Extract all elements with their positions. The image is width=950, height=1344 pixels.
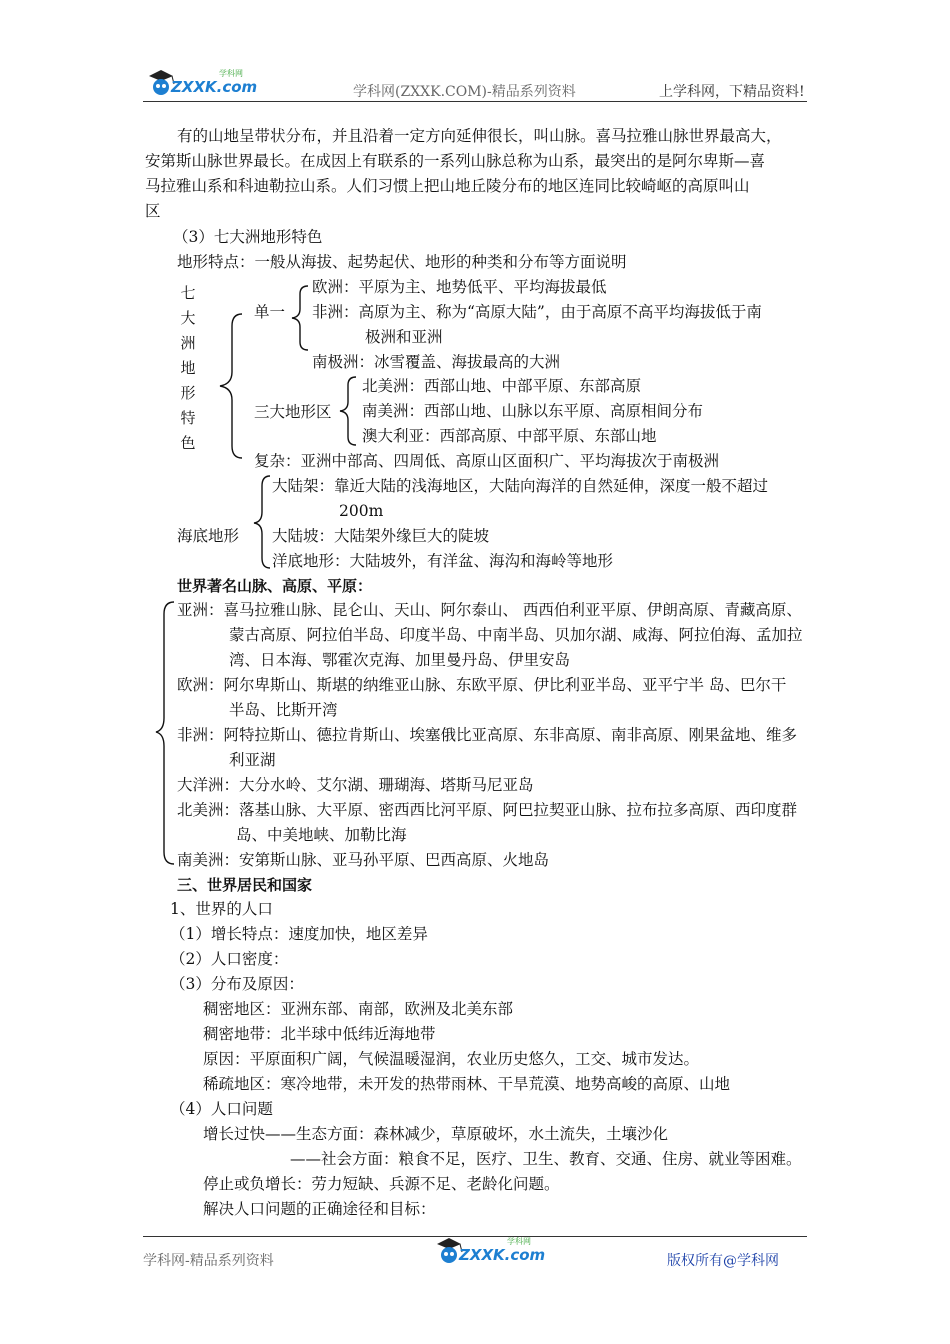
header-right-text: 上学科网，下精品资料! [659,84,805,100]
section-residents-title: 三、世界居民和国家 [177,876,313,894]
australia-terrain: 澳大利亚：西部高原、中部平原、东部山地 [362,427,657,445]
intro-line-4: 区 [145,202,161,220]
famous-features-title: 世界著名山脉、高原、平原： [177,577,373,595]
oceania-features: 大洋洲：大分水岭、艾尔湖、珊瑚海、塔斯马尼亚岛 [177,776,534,794]
section-3-title: （3）七大洲地形特色 [173,228,323,246]
antarctica-terrain: 南极洲：冰雪覆盖、海拔最高的大洲 [312,353,561,371]
rapid-growth-society: ——社会方面：粮食不足，医疗、卫生、教育、交通、住房、就业等困难。 [290,1150,802,1168]
negative-growth: 停止或负增长：劳力短缺、兵源不足、老龄化问题。 [203,1175,560,1193]
continental-slope: 大陆坡：大陆架外缘巨大的陡坡 [272,527,490,545]
africa-terrain-line-1: 非洲：高原为主、称为“高原大陆”，由于高原不高平均海拔低于南 [312,303,762,321]
header-logo-text: ZXXK.com [171,78,258,96]
vertical-char: 特 [180,409,196,427]
continental-shelf-line-2: 200m [339,502,384,520]
asia-features-line-3: 湾、日本海、鄂霍次克海、加里曼丹岛、伊里安岛 [229,651,571,669]
south-america-terrain: 南美洲：西部山地、山脉以东平原、高原相间分布 [362,402,704,420]
complex-terrain: 复杂：亚洲中部高、四周低、高原山区面积广、平均海拔次于南极洲 [254,452,720,470]
population-density: （2）人口密度： [170,950,289,968]
vertical-char: 地 [180,359,196,377]
famous-features-brace [154,600,178,868]
vertical-char: 形 [180,384,196,402]
dense-areas: 稠密地区：亚洲东部、南部，欧洲及北美东部 [203,1000,514,1018]
vertical-char: 色 [180,434,196,452]
continental-shelf-line-1: 大陆架：靠近大陆的浅海地区，大陆向海洋的自然延伸，深度一般不超过 [272,477,769,495]
distribution-heading: （3）分布及原因： [170,975,304,993]
terrain-feature-intro: 地形特点：一般从海拔、起势起伏、地形的种类和分布等方面说明 [177,253,627,271]
north-america-features-line-2: 岛、中美地峡、加勒比海 [236,826,407,844]
world-population-heading: 1、世界的人口 [170,900,273,918]
africa-terrain-line-2: 极洲和亚洲 [365,328,443,346]
vertical-char: 洲 [180,334,196,352]
intro-line-1: 有的山地呈带状分布，并且沿着一定方向延伸很长，叫山脉。喜马拉雅山脉世界最高大， [177,127,782,145]
north-america-terrain: 北美洲：西部山地、中部平原、东部高原 [362,377,642,395]
header-logo [143,66,258,100]
intro-line-2: 安第斯山脉世界最长。在成因上有联系的一系列山脉总称为山系，最突出的是阿尔卑斯—喜 [145,152,766,170]
africa-features-line-1: 非洲：阿特拉斯山、德拉肯斯山、埃塞俄比亚高原、东非高原、南非高原、刚果盆地、维多 [177,726,798,744]
rapid-growth-ecology: 增长过快——生态方面：森林减少，草原破坏，水土流失，土壤沙化 [203,1125,669,1143]
three-regions-brace [336,375,360,445]
header-rule [143,101,807,102]
vertical-char: 大 [180,309,196,327]
asia-features-line-2: 蒙古高原、阿拉伯半岛、印度半岛、中南半岛、贝加尔湖、咸海、阿拉伯海、孟加拉 [229,626,803,644]
asia-features-line-1: 亚洲：喜马拉雅山脉、昆仑山、天山、阿尔泰山、 西西伯利亚平原、伊朗高原、青藏高原、 [177,601,802,619]
continent-brace [212,312,252,462]
south-america-features: 南美洲：安第斯山脉、亚马孙平原、巴西高原、火地岛 [177,851,550,869]
solution-heading: 解决人口问题的正确途径和目标： [203,1200,436,1218]
africa-features-line-2: 利亚湖 [229,751,276,769]
europe-features-line-1: 欧洲：阿尔卑斯山、斯堪的纳维亚山脉、东欧平原、伊比利亚半岛、亚平宁半 岛、巴尔干 [177,676,787,694]
footer-logo-text: ZXXK.com [459,1246,546,1264]
footer-logo [431,1234,546,1268]
three-regions-label: 三大地形区 [254,403,332,421]
north-america-features-line-1: 北美洲：落基山脉、大平原、密西西比河平原、阿巴拉契亚山脉、拉布拉多高原、西印度群 [177,801,798,819]
intro-line-3: 马拉雅山系和科迪勒拉山系。人们习惯上把山地丘陵分布的地区连同比较崎岖的高原叫山 [145,177,750,195]
dense-zones: 稠密地带：北半球中低纬近海地带 [203,1025,436,1043]
footer-left-text: 学科网-精品系列资料 [143,1253,274,1269]
seabed-brace [250,474,274,570]
footer-right-text: 版权所有@学科网 [667,1253,779,1269]
sparse-areas: 稀疏地区：寒冷地带，未开发的热带雨林、干旱荒漠、地势高峻的高原、山地 [203,1075,731,1093]
europe-features-line-2: 半岛、比斯开湾 [229,701,338,719]
header-logo-subtext: 学科网 [219,69,243,78]
density-reasons: 原因：平原面积广阔，气候温暖湿润，农业历史悠久，工交、城市发达。 [203,1050,700,1068]
growth-characteristics: （1）增长特点：速度加快，地区差异 [170,925,428,943]
vertical-char: 七 [180,284,196,302]
seabed-label: 海底地形 [177,527,240,545]
single-label: 单一 [254,303,286,321]
header-center-text: 学科网(ZXXK.COM)-精品系列资料 [353,84,576,100]
europe-terrain: 欧洲：平原为主、地势低平、平均海拔最低 [312,278,607,296]
single-brace [288,284,312,354]
population-problems-heading: （4）人口问题 [170,1100,273,1118]
ocean-floor: 洋底地形：大陆坡外，有洋盆、海沟和海岭等地形 [272,552,614,570]
footer-logo-subtext: 学科网 [507,1237,531,1246]
